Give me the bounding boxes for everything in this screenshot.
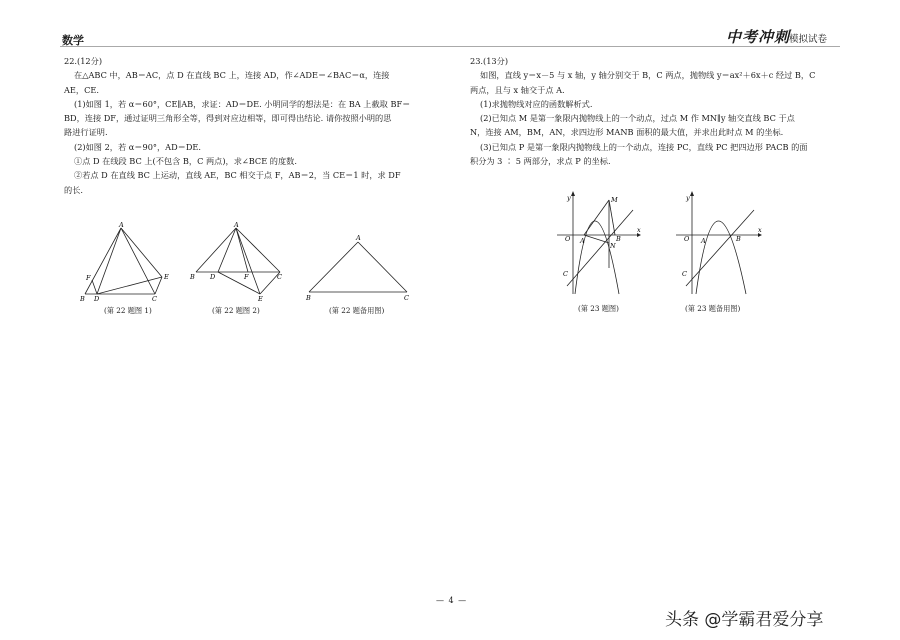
watermark: 头条 @学霸君爱分享 (665, 610, 824, 630)
q22-part2-line: 的长. (64, 184, 83, 195)
svg-text:C: C (682, 270, 687, 278)
svg-text:A: A (580, 237, 585, 245)
q23-stem-line: 两点，且与 x 轴交于点 A. (470, 84, 565, 95)
svg-text:B: B (80, 295, 85, 302)
page-number: — 4 — (436, 596, 468, 605)
question-23 (470, 54, 815, 168)
svg-text:A: A (356, 234, 361, 242)
q22-caption-3: (第 22 题备用图) (329, 306, 385, 315)
svg-text:y: y (567, 194, 571, 202)
svg-text:B: B (306, 294, 311, 302)
svg-text:D: D (94, 295, 100, 302)
svg-text:x: x (637, 226, 641, 234)
q23-part2-line: N，连接 AM，BM，AN，求四边形 MANB 面积的最大值，并求出此时点 M 的坐标. (470, 127, 784, 138)
q22-part2-line: ②若点 D 在直线 BC 上运动，直线 AE，BC 相交于点 F，AB＝2，当 CE＝1 时，求 DF (74, 170, 401, 181)
q23-caption-1: (第 23 题图) (578, 304, 619, 313)
question-22 (64, 54, 410, 197)
q22-part1-line: (1)如图 1，若 α＝60°，CE∥AB，求证：AD＝DE. 小明同学的想法是：在 BA 上截取 BF＝ (74, 98, 411, 109)
svg-text:D: D (210, 273, 216, 281)
q22-part1-line: BD，连接 DF，通过证明三角形全等，得到对应边相等，即可得出结论. 请你按照小明的思 (64, 113, 392, 124)
svg-text:A: A (234, 222, 239, 229)
subject-label: 数学 (62, 34, 84, 47)
svg-text:C: C (277, 273, 282, 281)
q22-caption-1: (第 22 题图 1) (104, 306, 152, 315)
svg-text:O: O (684, 235, 690, 243)
q23-figure (553, 188, 643, 298)
svg-text:A: A (701, 237, 706, 245)
svg-text:y: y (686, 194, 690, 202)
q22-part2-line: (2)如图 2，若 α＝90°，AD＝DE. (74, 141, 201, 152)
q23-spare-figure (672, 188, 767, 298)
q23-number: 23.(13分) (470, 56, 509, 66)
svg-text:O: O (565, 235, 571, 243)
q22-figure-2 (188, 222, 288, 302)
q22-spare-figure (303, 230, 418, 302)
svg-text:M: M (611, 196, 618, 204)
svg-text:C: C (152, 295, 157, 302)
q22-number: 22.(12分) (64, 56, 103, 66)
exam-logo: 中考冲刺 (726, 28, 791, 46)
svg-text:x: x (758, 226, 762, 234)
svg-text:B: B (190, 273, 195, 281)
svg-text:F: F (244, 273, 249, 281)
q22-figure-1 (80, 222, 175, 302)
q23-part1-line: (1)求抛物线对应的函数解析式. (480, 98, 593, 109)
q22-stem-line: 在△ABC 中，AB＝AC，点 D 在直线 BC 上，连接 AD，作∠ADE＝∠BAC＝α，连接 (74, 70, 390, 81)
q23-part3-line: (3)已知点 P 是第一象限内抛物线上的一个动点，连接 PC，直线 PC 把四边形 PACB 的面 (480, 141, 808, 152)
q23-part2-line: (2)已知点 M 是第一象限内抛物线上的一个动点，过点 M 作 MN∥y 轴交直线 BC 于点 (480, 113, 795, 124)
q22-caption-2: (第 22 题图 2) (212, 306, 260, 315)
svg-text:C: C (404, 294, 409, 302)
svg-text:B: B (736, 235, 741, 243)
q23-stem-line: 如图，直线 y＝x－5 与 x 轴，y 轴分别交于 B，C 两点，抛物线 y＝ax²＋6x＋c 经过 B，C (480, 70, 816, 81)
svg-text:N: N (610, 242, 616, 250)
header-divider (60, 46, 840, 47)
q22-part2-line: ①点 D 在线段 BC 上(不包含 B，C 两点)，求∠BCE 的度数. (74, 156, 297, 167)
svg-text:B: B (616, 235, 621, 243)
q22-stem-line: AE，CE. (64, 84, 99, 95)
svg-text:E: E (164, 273, 169, 281)
exam-subtitle: 模拟试卷 (789, 34, 828, 45)
q23-caption-2: (第 23 题备用图) (685, 304, 741, 313)
svg-text:A: A (119, 222, 124, 229)
q23-part3-line: 积分为 3 ∶ 5 两部分，求点 P 的坐标. (470, 156, 611, 167)
svg-text:F: F (86, 274, 91, 282)
svg-text:E: E (258, 295, 263, 302)
q22-part1-line: 路进行证明. (64, 127, 108, 138)
svg-text:C: C (563, 270, 568, 278)
